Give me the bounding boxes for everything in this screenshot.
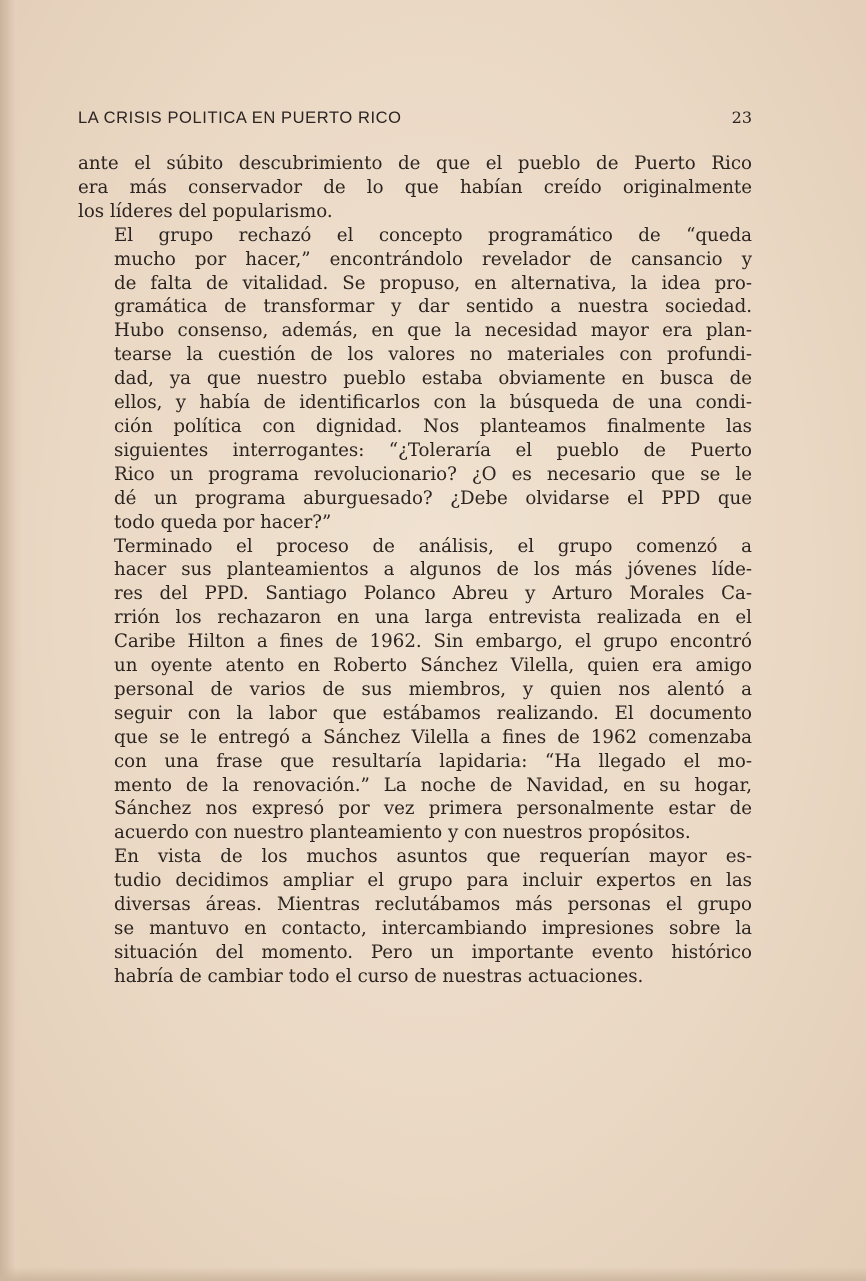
text-line: siguientes interrogantes: “¿Toleraría el pueblo de Puerto bbox=[114, 439, 752, 461]
paragraph-4 bbox=[78, 845, 752, 988]
text-line: con una frase que resultaría lapidaria: “Ha llegado el mo- bbox=[114, 750, 752, 772]
text-line: que se le entregó a Sánchez Vilella a fines de 1962 comenzaba bbox=[114, 726, 752, 748]
page-bottom-shadow bbox=[0, 1267, 866, 1281]
text-line: En vista de los muchos asuntos que requerían mayor es- bbox=[114, 846, 752, 868]
paragraph-2 bbox=[78, 224, 752, 535]
text-line: seguir con la labor que estábamos realizando. El documento bbox=[114, 702, 752, 724]
text-line: dé un programa aburguesado? ¿Debe olvidarse el PPD que bbox=[114, 487, 752, 509]
text-line: El grupo rechazó el concepto programático de “queda bbox=[114, 224, 752, 246]
text-line: Rico un programa revolucionario? ¿O es necesario que se le bbox=[114, 463, 752, 485]
text-line: hacer sus planteamientos a algunos de los más jóvenes líde- bbox=[114, 559, 752, 581]
text-line: mucho por hacer,” encontrándolo revelador de cansancio y bbox=[114, 248, 752, 270]
text-line: acuerdo con nuestro planteamiento y con nuestros propósitos. bbox=[114, 822, 691, 844]
text-line: ante el súbito descubrimiento de que el pueblo de Puerto Rico bbox=[78, 153, 752, 174]
page-number: 23 bbox=[731, 108, 752, 127]
text-line: gramática de transformar y dar sentido a nuestra sociedad. bbox=[114, 296, 752, 318]
text-line: ellos, y había de identificarlos con la búsqueda de una condi- bbox=[114, 392, 752, 414]
text-line: res del PPD. Santiago Polanco Abreu y Arturo Morales Ca- bbox=[114, 583, 752, 605]
text-line: Sánchez nos expresó por vez primera personalmente estar de bbox=[114, 798, 752, 820]
text-line: un oyente atento en Roberto Sánchez Vilella, quien era amigo bbox=[114, 655, 752, 677]
text-line: tearse la cuestión de los valores no materiales con profundi- bbox=[114, 344, 752, 366]
text-line: mento de la renovación.” La noche de Navidad, en su hogar, bbox=[114, 774, 752, 796]
page-edge-shadow bbox=[0, 0, 22, 1281]
text-line: diversas áreas. Mientras reclutábamos más personas el grupo bbox=[114, 894, 752, 916]
text-line: Caribe Hilton a fines de 1962. Sin embargo, el grupo encontró bbox=[114, 631, 752, 653]
text-line: Hubo consenso, además, en que la necesidad mayor era plan- bbox=[114, 320, 752, 342]
text-line: tudio decidimos ampliar el grupo para incluir expertos en las bbox=[114, 870, 752, 892]
text-line: los líderes del popularismo. bbox=[78, 200, 333, 222]
text-line: Terminado el proceso de análisis, el grupo comenzó a bbox=[114, 535, 752, 557]
paragraph-1 bbox=[78, 152, 752, 224]
text-line: personal de varios de sus miembros, y quien nos alentó a bbox=[114, 678, 752, 700]
running-head-title: LA CRISIS POLITICA EN PUERTO RICO bbox=[78, 109, 402, 127]
text-line: rrión los rechazaron en una larga entrevista realizada en el bbox=[114, 607, 752, 629]
body-text bbox=[78, 152, 752, 989]
text-line: todo queda por hacer?” bbox=[114, 511, 332, 533]
text-line: habría de cambiar todo el curso de nuestras actuaciones. bbox=[114, 965, 644, 987]
paragraph-3 bbox=[78, 535, 752, 846]
text-line: de falta de vitalidad. Se propuso, en alternativa, la idea pro- bbox=[114, 272, 752, 294]
text-line: se mantuvo en contacto, intercambiando impresiones sobre la bbox=[114, 918, 752, 939]
text-line: era más conservador de lo que habían creído originalmente bbox=[78, 176, 752, 198]
text-line: ción política con dignidad. Nos planteamos finalmente las bbox=[114, 415, 752, 437]
text-line: dad, ya que nuestro pueblo estaba obviamente en busca de bbox=[114, 368, 752, 390]
running-head bbox=[78, 108, 752, 128]
text-line: situación del momento. Pero un importante evento histórico bbox=[114, 941, 752, 963]
